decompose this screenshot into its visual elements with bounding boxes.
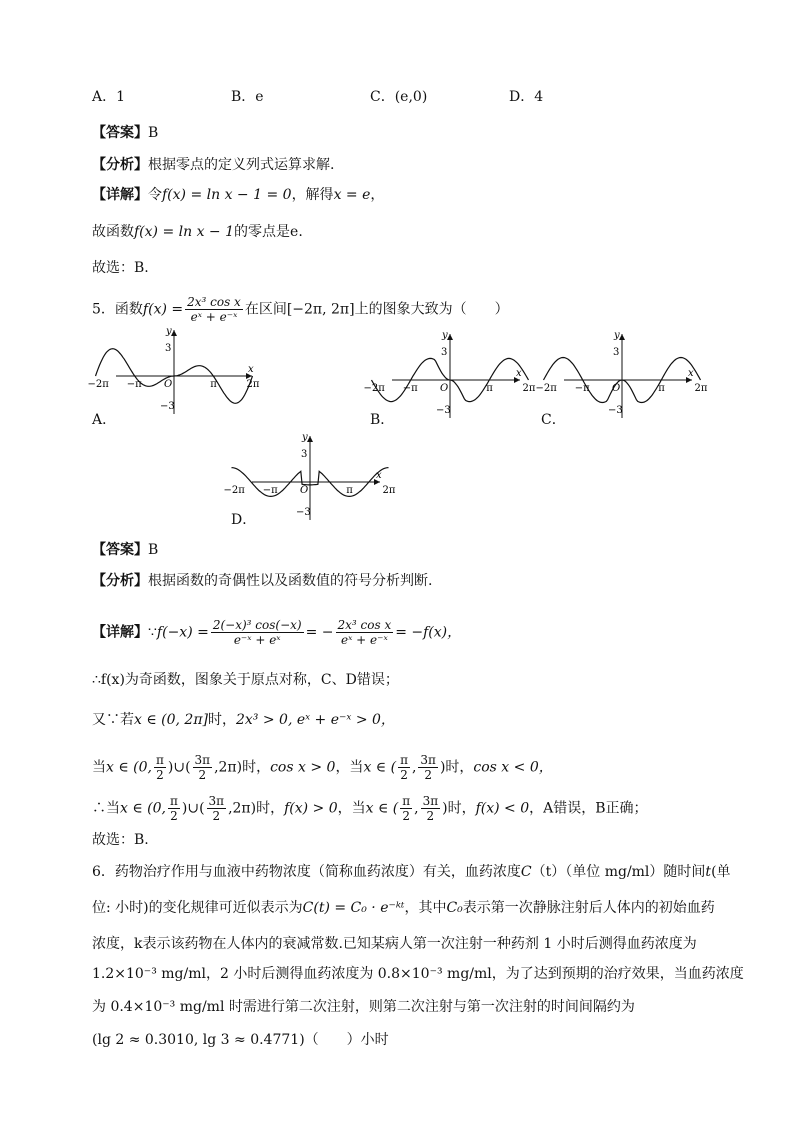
y-axis-arrow-icon (171, 330, 177, 336)
q6-text: 浓度，k表示该药物在人体内的衰减常数.已知某病人第一次注射一种药剂 1 小时后测得血药浓度为 (92, 936, 697, 952)
set: ,2π) (228, 800, 257, 817)
answer-value: B (148, 542, 159, 558)
q6-text: 1.2×10⁻³ mg/ml，2 小时后测得血药浓度为 0.8×10⁻³ mg/ml，为了达到预期的治疗效果，当血药浓度 (92, 966, 744, 982)
set: x ∈ ( (365, 800, 399, 817)
tick-label-neg2pi: −2π (363, 383, 385, 394)
q6-line-1 (92, 862, 731, 882)
fraction (193, 753, 213, 782)
origin-label: O (612, 383, 621, 394)
fraction-denominator: 2 (426, 809, 435, 823)
stem-text: 上的图象大致为（ ） (354, 301, 509, 318)
option-a (92, 87, 125, 107)
conclusion-text: 的零点是 (234, 224, 291, 240)
variable: C₀ (446, 900, 463, 916)
origin-label: O (300, 485, 309, 496)
equation: f(−x) = (156, 624, 209, 641)
option-b (231, 87, 264, 107)
equation: f(x) = ln x − 1 = 0 (162, 187, 292, 203)
conclusion-text: . (298, 224, 303, 240)
q5-also (92, 710, 395, 730)
answer-value: B (148, 125, 159, 141)
conclusion-text: 故函数 (92, 224, 134, 240)
graph-c (535, 330, 708, 424)
tick-label-top: 3 (165, 343, 172, 354)
when-text: 当 (92, 759, 106, 776)
tick-label-top: 3 (441, 347, 448, 358)
choose-text: 故选：B. (92, 832, 149, 848)
q6-text: 位: 小时)的变化规律可近似表示为 (92, 900, 303, 916)
origin-label: O (440, 383, 449, 394)
fraction-denominator: 2 (156, 768, 164, 782)
tick-label-pi: π (658, 383, 665, 394)
q4-answer (92, 123, 158, 143)
fraction-denominator: eˣ + e⁻ˣ (190, 310, 238, 324)
q6-text: (lg 2 ≈ 0.3010, lg 3 ≈ 0.4771)（ ）小时 (92, 1032, 389, 1048)
q6-line-4 (92, 964, 744, 984)
tick-label-pi: π (346, 485, 353, 496)
option-value: 4 (534, 89, 544, 105)
fraction-numerator: 3π (420, 753, 436, 767)
also-text: 又∵若 (92, 712, 134, 728)
y-label: y (166, 326, 172, 337)
q6-line-3 (92, 934, 697, 954)
x-label: x (516, 368, 522, 379)
q6-text: ，其中 (404, 900, 447, 916)
stem-text: 5．函数 (92, 301, 143, 318)
because-sign: ∵ (148, 624, 157, 641)
fraction-numerator: 3π (422, 794, 439, 808)
option-letter: B． (231, 89, 256, 105)
when-text: ，当 (335, 759, 364, 776)
fraction (154, 753, 166, 782)
fraction-numerator: 3π (194, 753, 211, 767)
stem-text: 在区间 (244, 301, 287, 318)
detail-tag: 【详解】 (92, 187, 148, 203)
fraction (418, 753, 438, 782)
y-axis-arrow-icon (307, 436, 313, 442)
tick-label-negpi: −π (402, 383, 418, 394)
graph-c-plot (535, 330, 708, 424)
inequality: cos x < 0， (473, 759, 553, 776)
option-value: (e,0) (394, 89, 428, 105)
graph-d-plot (223, 432, 396, 526)
graph-b-plot (363, 330, 536, 424)
set: x ∈ (0, (120, 800, 166, 817)
bracket: ) (439, 759, 446, 776)
condition: x ∈ (0, 2π] (134, 712, 208, 728)
graph-d (223, 432, 396, 526)
analysis-text: 根据零点的定义列式运算求解. (148, 157, 335, 173)
q6-text: 表示第一次静脉注射后人体内的初始血药 (462, 900, 715, 916)
set: x ∈ (0, (106, 759, 152, 776)
tick-label-bottom: −3 (296, 507, 311, 518)
fraction (207, 794, 227, 823)
y-axis-arrow-icon (447, 334, 453, 340)
fraction-denominator: 2 (402, 809, 411, 823)
tick-label-bottom: −3 (160, 401, 175, 412)
when-text: 时， (242, 759, 271, 776)
equation: = − (305, 624, 334, 641)
fraction-denominator: 2 (170, 809, 178, 823)
x-label: x (248, 364, 254, 375)
zero-value: e (290, 224, 299, 240)
fraction-denominator: 2 (198, 768, 207, 782)
x-label: x (688, 368, 694, 379)
option-value: 1 (116, 89, 126, 105)
fraction (168, 794, 180, 823)
fraction-numerator: 2x³ cos x (337, 618, 392, 632)
graph-a (87, 326, 260, 420)
option-letter: A． (92, 89, 117, 105)
graph-b (363, 330, 536, 424)
origin-label: O (164, 379, 173, 390)
q5-odd (92, 670, 399, 690)
comma: , (414, 800, 419, 817)
inequality: f(x) < 0 (475, 800, 530, 817)
therefore-text: ∴当 (92, 800, 120, 817)
answer-tag: 【答案】 (92, 542, 148, 558)
tick-label-pi: π (486, 383, 493, 394)
fraction-numerator: π (169, 794, 178, 808)
q4-detail (92, 185, 384, 205)
q5-therefore (92, 794, 648, 823)
function-fraction (185, 295, 243, 324)
q5-when (92, 753, 553, 782)
q4-conclusion (92, 222, 303, 242)
y-label: y (302, 432, 308, 443)
tick-label-bottom: −3 (436, 405, 451, 416)
tick-label-neg2pi: −2π (535, 383, 557, 394)
equation: C(t) = C₀ · e⁻ᵏᵗ (302, 900, 405, 916)
option-letter-d: D． (231, 512, 257, 528)
q6-text: (单 (711, 864, 731, 880)
fraction-numerator: 2x³ cos x (187, 295, 241, 309)
solution: x = e (333, 187, 371, 203)
tick-label-top: 3 (301, 449, 308, 460)
tick-label-pi: π (210, 379, 217, 390)
fraction-denominator: eˣ + e⁻ˣ (340, 633, 388, 647)
variable: t (705, 864, 712, 880)
inequality: cos x > 0 (270, 759, 336, 776)
x-label: x (376, 470, 382, 481)
tick-label-negpi: −π (262, 485, 278, 496)
q5-answer (92, 540, 158, 560)
tick-label-negpi: −π (126, 379, 142, 390)
tick-label-neg2pi: −2π (223, 485, 245, 496)
q6-text: 为 0.4×10⁻³ mg/ml 时需进行第二次注射，则第二次注射与第一次注射的时间间隔约为 (92, 999, 635, 1015)
fraction-denominator: 2 (424, 768, 432, 782)
set: x ∈ ( (363, 759, 397, 776)
fraction-numerator: π (155, 753, 164, 767)
analysis-tag: 【分析】 (92, 573, 148, 589)
fraction-numerator: π (402, 794, 411, 808)
when-text: 时， (256, 800, 285, 817)
option-letter-b: B． (370, 412, 395, 428)
when-text: 时， (447, 800, 476, 817)
fraction-numerator: 3π (208, 794, 225, 808)
answer-tag: 【答案】 (92, 125, 148, 141)
odd-text: ∴f(x)为奇函数，图象关于原点对称，C、D错误； (92, 672, 399, 688)
detail-text: 令 (148, 187, 162, 203)
q4-choose (92, 258, 149, 278)
comma: , (411, 759, 417, 776)
graph-a-plot (87, 326, 260, 420)
tick-label-2pi: 2π (382, 485, 396, 496)
tick-label-top: 3 (613, 347, 620, 358)
q5-stem (92, 295, 509, 324)
tick-label-2pi: 2π (694, 383, 708, 394)
q5-detail (92, 618, 461, 647)
fraction-numerator: 2(−x)³ cos(−x) (212, 618, 302, 632)
detail-tag: 【详解】 (92, 624, 148, 641)
fraction-numerator: π (400, 753, 408, 767)
fraction (400, 794, 412, 823)
therefore-text: ，A错误，B正确； (529, 800, 648, 817)
y-label: y (442, 330, 448, 341)
q6-line-6 (92, 1030, 389, 1050)
q4-analysis (92, 155, 334, 175)
tick-label-2pi: 2π (246, 379, 260, 390)
tick-label-negpi: −π (574, 383, 590, 394)
analysis-text: 根据函数的奇偶性以及函数值的符号分析判断. (148, 573, 433, 589)
tick-label-bottom: −3 (608, 405, 623, 416)
option-letter: D． (509, 89, 535, 105)
q6-line-5 (92, 997, 635, 1017)
variable: C (520, 864, 532, 880)
set: ,2π) (214, 759, 243, 776)
q5-analysis (92, 571, 432, 591)
tick-label-neg2pi: −2π (87, 379, 109, 390)
y-axis-arrow-icon (619, 334, 625, 340)
interval: [−2π, 2π] (286, 301, 355, 318)
union: )∪( (167, 759, 191, 776)
analysis-tag: 【分析】 (92, 157, 148, 173)
inequality: f(x) > 0 (284, 800, 338, 817)
equation: = −f(x)， (395, 624, 462, 641)
choose-text: 故选：B. (92, 260, 149, 276)
also-text: 时， (208, 712, 236, 728)
option-d (509, 87, 543, 107)
function-lhs: f(x) = (142, 301, 184, 318)
when-text: 时， (445, 759, 474, 776)
y-label: y (614, 330, 620, 341)
bracket: ) (442, 800, 448, 817)
inequality: 2x³ > 0, eˣ + e⁻ˣ > 0， (236, 712, 395, 728)
option-letter-a: A． (92, 412, 117, 428)
detail-text: ， (370, 187, 385, 203)
fraction-denominator: 2 (400, 768, 408, 782)
option-letter-c: C． (541, 412, 566, 428)
detail-text: ，解得 (291, 187, 334, 203)
fraction (398, 753, 410, 782)
q5-choose (92, 830, 149, 850)
union: )∪( (181, 800, 205, 817)
q6-line-2 (92, 898, 715, 918)
fraction-denominator: 2 (212, 809, 221, 823)
fraction (211, 618, 304, 647)
q6-text: （t）（单位 mg/ml）随时间 (531, 864, 706, 880)
option-c (370, 87, 427, 107)
tick-label-2pi: 2π (522, 383, 536, 394)
equation: f(x) = ln x − 1 (134, 224, 235, 240)
fraction-denominator: e⁻ˣ + eˣ (233, 633, 281, 647)
q6-text: 6．药物治疗作用与血液中药物浓度（简称血药浓度）有关，血药浓度 (92, 864, 521, 880)
option-letter: C． (370, 89, 395, 105)
fraction (421, 794, 441, 823)
option-value: e (255, 89, 264, 105)
fraction (336, 618, 394, 647)
when-text: ，当 (337, 800, 366, 817)
